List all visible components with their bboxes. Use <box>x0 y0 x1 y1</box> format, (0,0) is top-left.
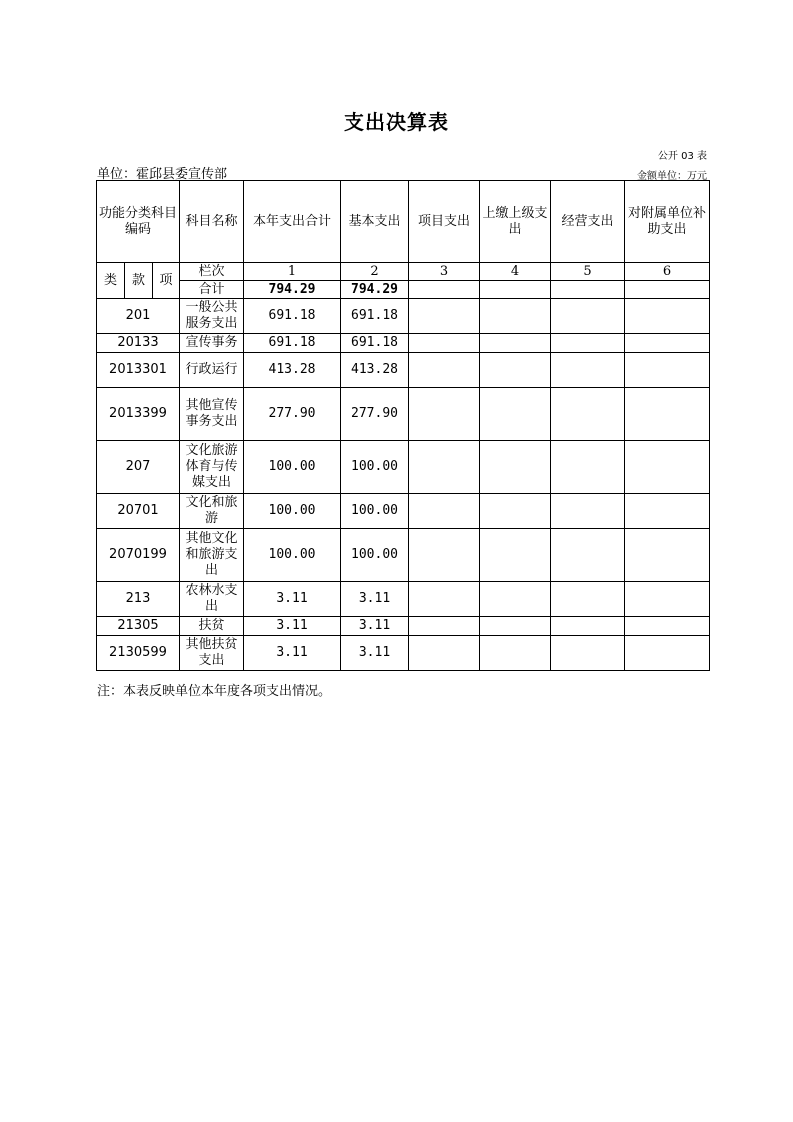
row-remit <box>480 529 551 582</box>
total-label: 合计 <box>180 281 244 299</box>
row-project <box>409 636 480 671</box>
row-code: 2013399 <box>97 388 180 441</box>
header-name: 科目名称 <box>180 181 244 263</box>
row-basic: 100.00 <box>341 494 409 529</box>
table-row <box>97 494 710 529</box>
row-basic: 3.11 <box>341 617 409 636</box>
row-name: 文化和旅游 <box>180 494 244 529</box>
row-code: 20701 <box>97 494 180 529</box>
row-remit <box>480 494 551 529</box>
row-basic: 691.18 <box>341 299 409 334</box>
header-row <box>97 181 710 263</box>
row-subsidy <box>625 529 710 582</box>
row-code: 2013301 <box>97 353 180 388</box>
total-row <box>97 281 710 299</box>
money-unit-label: 金额单位：万元 <box>637 171 707 182</box>
row-name: 其他文化和旅游支出 <box>180 529 244 582</box>
row-basic: 691.18 <box>341 334 409 353</box>
unit-label: 单位：霍邱县委宣传部 <box>97 167 228 182</box>
page-title: 支出决算表 <box>344 110 449 134</box>
row-code: 2130599 <box>97 636 180 671</box>
row-project <box>409 529 480 582</box>
row-total: 3.11 <box>244 582 341 617</box>
row-remit <box>480 636 551 671</box>
row-project <box>409 617 480 636</box>
row-subsidy <box>625 441 710 494</box>
row-total: 100.00 <box>244 494 341 529</box>
row-code: 20133 <box>97 334 180 353</box>
row-project <box>409 353 480 388</box>
row-code: 21305 <box>97 617 180 636</box>
row-project <box>409 334 480 353</box>
row-remit <box>480 582 551 617</box>
header-code-group: 功能分类科目编码 <box>97 181 180 263</box>
table-row <box>97 441 710 494</box>
row-basic: 277.90 <box>341 388 409 441</box>
header-total: 本年支出合计 <box>244 181 341 263</box>
row-remit <box>480 441 551 494</box>
row-basic: 413.28 <box>341 353 409 388</box>
row-name: 文化旅游体育与传媒支出 <box>180 441 244 494</box>
col-index-4: 4 <box>480 263 551 281</box>
col-index-1: 1 <box>244 263 341 281</box>
header-remit: 上缴上级支出 <box>480 181 551 263</box>
row-basic: 3.11 <box>341 582 409 617</box>
row-business <box>551 636 625 671</box>
row-project <box>409 494 480 529</box>
row-name: 行政运行 <box>180 353 244 388</box>
row-remit <box>480 353 551 388</box>
table-row <box>97 617 710 636</box>
table-row <box>97 529 710 582</box>
expenditure-table <box>96 180 710 671</box>
row-total: 3.11 <box>244 636 341 671</box>
row-code: 2070199 <box>97 529 180 582</box>
table-row <box>97 582 710 617</box>
table-row <box>97 353 710 388</box>
total-amount: 794.29 <box>244 281 341 299</box>
col-index-5: 5 <box>551 263 625 281</box>
row-subsidy <box>625 299 710 334</box>
table-row <box>97 334 710 353</box>
row-subsidy <box>625 388 710 441</box>
row-total: 691.18 <box>244 299 341 334</box>
header-lei: 类 <box>97 263 125 299</box>
row-name: 农林水支出 <box>180 582 244 617</box>
row-total: 277.90 <box>244 388 341 441</box>
row-project <box>409 388 480 441</box>
footnote: 注：本表反映单位本年度各项支出情况。 <box>97 684 332 699</box>
header-business: 经营支出 <box>551 181 625 263</box>
row-project <box>409 582 480 617</box>
row-business <box>551 388 625 441</box>
row-total: 100.00 <box>244 441 341 494</box>
row-name: 扶贫 <box>180 617 244 636</box>
row-business <box>551 334 625 353</box>
row-subsidy <box>625 494 710 529</box>
row-business <box>551 582 625 617</box>
row-name: 宣传事务 <box>180 334 244 353</box>
column-index-row <box>97 263 710 281</box>
header-basic: 基本支出 <box>341 181 409 263</box>
row-remit <box>480 617 551 636</box>
row-total: 413.28 <box>244 353 341 388</box>
col-index-6: 6 <box>625 263 710 281</box>
row-business <box>551 494 625 529</box>
row-name: 其他宣传事务支出 <box>180 388 244 441</box>
table-row <box>97 299 710 334</box>
header-subsidy: 对附属单位补助支出 <box>625 181 710 263</box>
row-basic: 100.00 <box>341 529 409 582</box>
row-subsidy <box>625 582 710 617</box>
total-basic: 794.29 <box>341 281 409 299</box>
header-xiang: 项 <box>153 263 180 299</box>
table-row <box>97 388 710 441</box>
row-project <box>409 299 480 334</box>
row-business <box>551 299 625 334</box>
row-basic: 3.11 <box>341 636 409 671</box>
table-row <box>97 636 710 671</box>
row-subsidy <box>625 636 710 671</box>
form-number: 公开 03 表 <box>657 151 707 162</box>
row-code: 207 <box>97 441 180 494</box>
row-business <box>551 441 625 494</box>
row-total: 3.11 <box>244 617 341 636</box>
row-total: 100.00 <box>244 529 341 582</box>
col-index-3: 3 <box>409 263 480 281</box>
row-basic: 100.00 <box>341 441 409 494</box>
header-lanci: 栏次 <box>180 263 244 281</box>
row-name: 一般公共服务支出 <box>180 299 244 334</box>
row-remit <box>480 299 551 334</box>
row-total: 691.18 <box>244 334 341 353</box>
row-business <box>551 529 625 582</box>
row-code: 201 <box>97 299 180 334</box>
col-index-2: 2 <box>341 263 409 281</box>
row-subsidy <box>625 353 710 388</box>
row-name: 其他扶贫支出 <box>180 636 244 671</box>
row-code: 213 <box>97 582 180 617</box>
row-subsidy <box>625 617 710 636</box>
header-kuan: 款 <box>125 263 153 299</box>
row-remit <box>480 388 551 441</box>
row-project <box>409 441 480 494</box>
row-subsidy <box>625 334 710 353</box>
row-business <box>551 353 625 388</box>
row-remit <box>480 334 551 353</box>
row-business <box>551 617 625 636</box>
header-project: 项目支出 <box>409 181 480 263</box>
